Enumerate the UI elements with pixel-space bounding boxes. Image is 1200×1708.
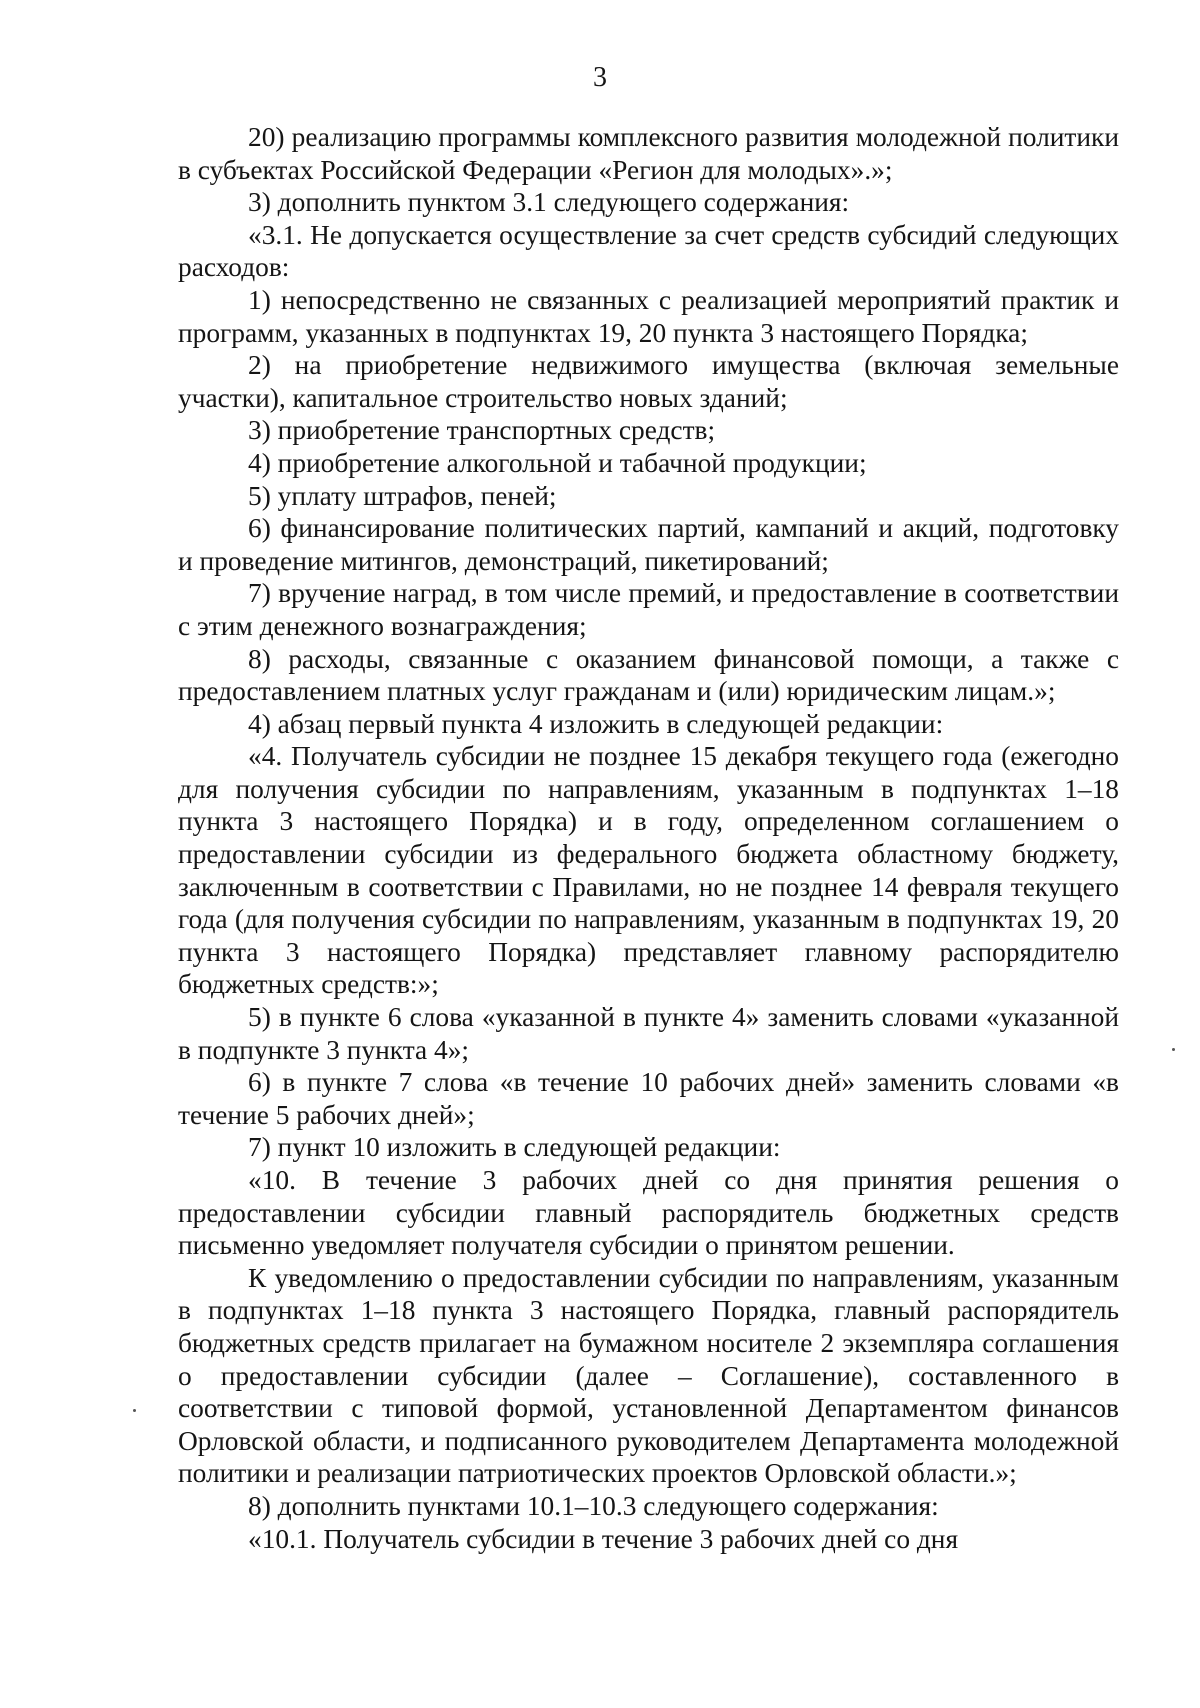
paragraph-clause-10-attachment: К уведомлению о предоставлении субсидии по направлениям, указанным в подпунктах 1–18 пункта 3 настоящего Порядка, главный распорядитель бюджетных средств прилагает на бумажном носителе 2 экземпляра соглашения о предоставлении субсидии (далее – Соглашение), составленного в соответствии с типовой формой, установленной Департаментом финансов Орловской области, и подписанного руководителем Департамента молодежной политики и реализации патриотических проектов Орловской области.»; (178, 1262, 1119, 1489)
scan-dot-right (1172, 1048, 1175, 1051)
paragraph-clause-10-1-start: «10.1. Получатель субсидии в течение 3 рабочих дней со дня (248, 1523, 959, 1554)
paragraph-expense-5: 5) уплату штрафов, пеней; (248, 480, 557, 511)
document-body (178, 121, 1119, 1555)
paragraph-amendment-7: 7) пункт 10 изложить в следующей редакции: (248, 1132, 781, 1163)
paragraph-expense-3: 3) приобретение транспортных средств; (248, 415, 716, 446)
page-number: 3 (593, 62, 607, 93)
paragraph-amendment-3: 3) дополнить пунктом 3.1 следующего содержания: (248, 187, 850, 218)
paragraph-clause-3-1: «3.1. Не допускается осуществление за счет средств субсидий следующих расходов: (178, 219, 1119, 283)
scan-dot-left (133, 1409, 136, 1412)
paragraph-item-20-regional-program: 20) реализацию программы комплексного развития молодежной политики в субъектах Российской Федерации «Регион для молодых».»; (178, 122, 1119, 185)
paragraph-expense-7: 7) вручение наград, в том числе премий, и предоставление в соответствии с этим денежного вознаграждения; (178, 578, 1119, 641)
paragraph-clause-4: «4. Получатель субсидии не позднее 15 декабря текущего года (ежегодно для получения субсидии по направлениям, указанным в подпунктах 1–18 пункта 3 настоящего Порядка) и в году, определенном соглашением о предоставлении субсидии из федерального бюджета областному бюджету, заключенным в соответствии с Правилами, но не позднее 14 февраля текущего года (для получения субсидии по направлениям, указанным в подпунктах 19, 20 пункта 3 настоящего Порядка) представляет главному распорядителю бюджетных средств:»; (178, 741, 1119, 1000)
paragraph-expense-8: 8) расходы, связанные с оказанием финансовой помощи, а также с предоставлением платных услуг гражданам и (или) юридическим лицам.»; (178, 643, 1119, 707)
paragraph-amendment-4: 4) абзац первый пункта 4 изложить в следующей редакции: (248, 708, 944, 739)
paragraph-expense-1: 1) непосредственно не связанных с реализацией мероприятий практик и программ, указанных в подпунктах 19, 20 пункта 3 настоящего Порядка; (178, 284, 1119, 348)
paragraph-expense-6: 6) финансирование политических партий, кампаний и акций, подготовку и проведение митингов, демонстраций, пикетирований; (178, 513, 1119, 576)
paragraph-amendment-6: 6) в пункте 7 слова «в течение 10 рабочих дней» заменить словами «в течение 5 рабочих дней»; (178, 1067, 1119, 1130)
paragraph-amendment-8: 8) дополнить пунктами 10.1–10.3 следующего содержания: (248, 1490, 939, 1521)
paragraph-expense-2: 2) на приобретение недвижимого имущества (включая земельные участки), капитальное строительство новых зданий; (178, 350, 1119, 413)
paragraph-amendment-5: 5) в пункте 6 слова «указанной в пункте 4» заменить словами «указанной в подпункте 3 пункта 4»; (178, 1002, 1119, 1065)
paragraph-expense-4: 4) приобретение алкогольной и табачной продукции; (248, 447, 867, 478)
paragraph-clause-10: «10. В течение 3 рабочих дней со дня принятия решения о предоставлении субсидии главный распорядитель бюджетных средств письменно уведомляет получателя субсидии о принятом решении. (178, 1165, 1119, 1261)
